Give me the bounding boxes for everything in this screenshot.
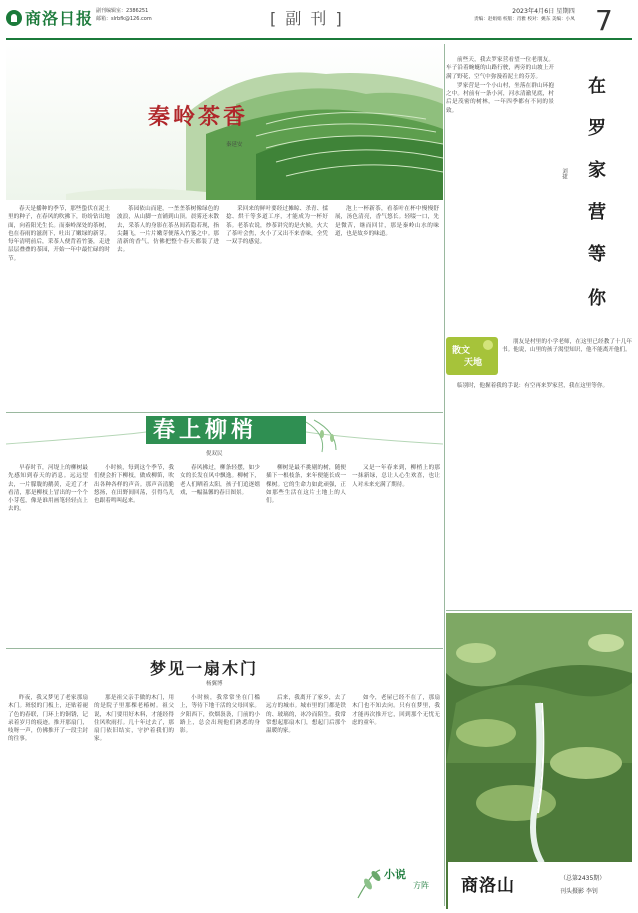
spring-paragraph: 又是一年春来到，柳梢上的那一抹新绿，总让人心生欢喜，也让人对未来充满了期待。	[352, 465, 440, 488]
title-char: 在	[588, 76, 606, 97]
door-paragraph: 如今，老屋已经不在了，那扇木门也不知去向。只有在梦里，我才能再次推开它，回到那个无忧无虑的童年。	[352, 695, 440, 726]
right-paragraph: 罗家营是一个小山村，坐落在群山环抱之中。村前有一条小河，河水清澈见底，村后是茂密的树林，一年四季都有不同的景致。	[446, 82, 554, 114]
tea-article-column	[226, 205, 328, 410]
door-paragraph: 后来，我离开了家乡，去了远方的城市。城市里的门都是铁的、玻璃的，冰冷而陌生。我常常想起那扇木门，想起门后那个温暖的家。	[266, 695, 346, 735]
title-char: 你	[588, 288, 606, 309]
tea-article-column	[8, 205, 110, 410]
header-rule	[6, 38, 632, 40]
door-paragraph: 那是祖父亲手做的木门，用的是院子里那棵老椿树。祖父说，木门要用好木料，才能经得住风吹雨打。几十年过去了，那扇门依旧结实，守护着我们的家。	[94, 695, 174, 743]
page-header	[0, 0, 638, 40]
spring-article-column	[180, 464, 260, 644]
right-paragraph: 朋友是村里的小学老师，在这里已经教了十几年书。他说，山里的孩子渴望知识，他不能离开他们。	[502, 339, 632, 354]
right-article-author: 刘捷	[561, 168, 567, 179]
spring-article-column	[352, 464, 440, 644]
spring-article-column	[8, 464, 88, 644]
tea-article-column	[117, 205, 219, 410]
spring-paragraph: 柳树是最不挑剔的树，随便插下一根枝条，来年便能长成一棵树。它的生命力如此顽强，正如那些生活在这片土地上的人们。	[266, 465, 346, 505]
tea-article-title: 秦岭茶香	[148, 104, 249, 130]
right-article-column	[502, 338, 632, 378]
photo-credit: 刊头摄影 李钊	[560, 888, 598, 895]
newspaper-logo: 商洛日报	[25, 9, 94, 28]
spring-paragraph: 小时候，每到这个季节，我们便会折下柳枝，做成柳笛，吹出各种各样的声音。那声音清脆悠扬，在田野间回荡，引得鸟儿也跟着鸣叫起来。	[94, 465, 174, 505]
door-article-author: 杨翼博	[206, 681, 223, 687]
title-char: 罗	[588, 118, 606, 139]
right-article-title	[582, 76, 632, 331]
title-char: 营	[588, 202, 606, 223]
title-char: 等	[588, 244, 606, 265]
photo-title: 商洛山	[461, 876, 515, 896]
door-article-column	[8, 694, 88, 906]
column-divider	[444, 44, 445, 906]
door-article-column	[352, 694, 440, 860]
door-article-column	[180, 694, 260, 906]
issue-date: 2023年4月6日 星期四	[512, 8, 575, 15]
spring-article-column	[94, 464, 174, 644]
email-line: 邮箱：slrbfk@126.com	[96, 16, 152, 22]
newspaper-logo-icon	[6, 10, 22, 26]
spring-paragraph: 早春时节，河堤上的柳树最先感知到春天的消息。远远望去，一片朦胧的鹅黄，走近了才看清，那是柳枝上冒出的一个个小芽苞，像是谁用画笔轻轻点上去的。	[8, 465, 88, 513]
essay-badge-line: 天地	[464, 358, 483, 368]
essay-badge-line: 散文	[452, 346, 471, 356]
right-article-column	[446, 382, 632, 608]
tea-article-column	[335, 205, 439, 410]
issue-number: （总第2435期）	[560, 875, 606, 882]
door-paragraph: 小时候，我常常坐在门槛上，等待下地干活的父母回家。夕阳西下，炊烟袅袅，门前的小路上，总会出现他们熟悉的身影。	[180, 695, 260, 735]
door-article-column	[266, 694, 346, 906]
tea-paragraph: 采回来的鲜叶要经过摊晾、杀青、揉捻、烘干等多道工序，才能成为一杯好茶。老茶农说，炒茶讲究的是火候，火大了茶叶会焦，火小了又出不来香味，全凭一双手的感觉。	[226, 206, 328, 246]
page-number: 7	[595, 4, 613, 37]
editor-line: 责编：赵娟娟 校版：肖雅 校对：姚东 美编：小凤	[474, 17, 575, 22]
section-divider	[6, 648, 443, 649]
right-article-column	[446, 56, 554, 332]
tea-paragraph: 茶园依山而建，一垄垄茶树像绿色的波浪，从山脚一直铺到山顶。晨雾还未散去，采茶人的身影在茶丛间若隐若现，指尖翻飞，一片片嫩芽便落入竹篓之中。那清新的香气，仿佛把整个春天都装了进去。	[117, 206, 219, 254]
date-info	[474, 8, 575, 24]
essay-badge-title	[452, 345, 482, 369]
spring-article-column	[266, 464, 346, 644]
tea-paragraph: 泡上一杯新茶，看茶叶在杯中慢慢舒展，汤色清亮，香气悠长。轻啜一口，先是微苦，继而回甘，那是秦岭山水的味道，也是故乡的味道。	[335, 206, 439, 237]
novel-badge-title: 小说	[384, 868, 406, 881]
tea-article-author: 秦延安	[226, 142, 243, 148]
section-divider	[446, 610, 632, 611]
spring-article-title: 春上柳梢	[153, 417, 258, 443]
novel-badge-subtitle: 方阵	[413, 881, 429, 890]
door-paragraph: 昨夜，我又梦见了老家那扇木门。斑驳的门板上，还贴着褪了色的春联，门环上的铜锈，记录着岁月的痕迹。推开那扇门，吱呀一声，仿佛推开了一段尘封的往事。	[8, 695, 88, 743]
door-article-title: 梦见一扇木门	[150, 659, 259, 678]
phone-line: 副刊编辑室：2386251	[96, 8, 149, 14]
right-paragraph: 临别时，他握着我的手说：有空再来罗家营，我在这里等你。	[457, 383, 609, 389]
section-divider	[6, 412, 443, 413]
right-paragraph: 前些天，我去罗家营看望一位老朋友。车子沿着蜿蜒的山路行驶，两旁的山坡上开满了野花，空气中弥漫着泥土的芬芳。	[446, 57, 554, 80]
contact-info	[96, 7, 152, 23]
tea-paragraph: 春天是播种的季节，那些蛰伏在泥土里的种子，在春风的吹拂下，纷纷钻出地面，向着阳光生长。而秦岭深处的茶树，也在春雨的滋润下，吐出了嫩绿的新芽。每年清明前后，采茶人便背着竹篓，走进层层叠叠的茶园，开始一年中最忙碌的时节。	[8, 206, 110, 262]
spring-article-author: 倪双民	[206, 451, 223, 457]
door-article-column	[94, 694, 174, 906]
spring-paragraph: 春风拂过，柳条轻摆，如少女的长发在风中飘逸。柳树下，老人们晒着太阳，孩子们追逐嬉戏，一幅温馨的春日图景。	[180, 465, 260, 496]
title-char: 家	[588, 160, 606, 181]
section-title: [ 副 刊 ]	[270, 9, 344, 28]
